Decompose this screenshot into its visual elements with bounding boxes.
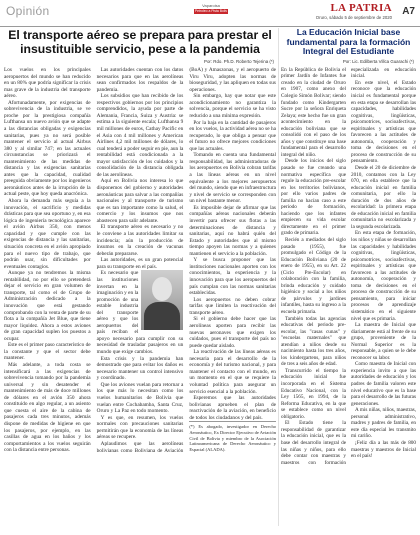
article-paragraph: Y es que, en resumen, los vuelos normales con precauciones sanitarias permitirán que la economía de las líneas aéreas se recupere. [96, 414, 184, 441]
page-header [0, 0, 420, 27]
article-paragraph: Como maestra de Inicial con experiencia invito a que las autoridades de educación y los padres de familia valoren este nivel educativo que es la base para el desarrollo de las futuras generaciones. [351, 361, 416, 407]
article-paragraph: Sin embargo, hay que notar que este acondicionamiento no garantiza la solvencia, porque el servicio se ha visto reducido a una mínima expresión. [189, 93, 276, 119]
article-paragraph: Recién a mediados del siglo pasado (1955), fue promulgado el Código de la Educación Boliviana (20 de enero de 1955), en su Art. 22 (Ciclo Pre-Escolar) en colaboración con la familia, brinda educación y cuidado higiénico y social a los niños de párvulos y jardines infantiles, hasta su ingreso a la escuela primaria. [281, 237, 346, 316]
article-paragraph: Transcurrido el tiempo la educación inicial fue incorporada en el Sistema Educativo Nacional, con la Ley 1565, en 1994, de la Reforma Educativa, en la que se establece como un nivel obligatorio. [281, 367, 346, 420]
article-body [281, 67, 416, 535]
article-paragraph: Esta crisis y la pandemia han demostrado que para evitar los daños es necesario mantener un control intensivo y coordinado. [96, 355, 184, 382]
article-paragraph: Aplaudimos que las aerolíneas bolivianas como Boliviana de Aviación (BoA) y Amaszonas, y el aeropuerto de Viru Viru, adopten las normas de bioseguridad, y las apliquen en todas sus operaciones. [96, 67, 276, 454]
article-paragraph: Desde el 20 de diciembre de 2010, contamos con la Ley 070, en ella establece que la educación inicial en familia comunitaria, por ello la duración de dos años de escolaridad: la primera etapa de educación inicial en familia comunitaria no escolarizada y la segunda escolarizada. [351, 164, 416, 230]
article-paragraph: Ahora la demanda más seguía a la innovación, el sacrificio y medidas drásticas para que sea oportuno y, en esa lógica de ingeniería tecnológica aparece el avión Airbus 350, con menos capacidad y que cumple con las exigencias de distancia y las sanitarias, situación concreta en el avión apropiado para el nuevo tipo de trabajo, que podrán usar, sin dificultades por eventuales contagios. [4, 198, 91, 270]
article-paragraph: Si el gobierno debe hacer que las aerolíneas aporten para recibir las nuevas aeronaves que exigen los cuidados, pues el transporte del país no puede quedar aislado. [189, 316, 276, 349]
section-label: Opinión [6, 4, 50, 18]
dateline: Oruro, sábado 5 de septiembre de 2020 [315, 15, 392, 20]
article-title: La Educación Inicial base fundamental para la formación Integral del Estudiante [286, 27, 411, 57]
article-paragraph: En este nivel, el Estado reconoce que la educación inicial es fundamental porque en esta etapa se desarrollan las capacidades, habilidades cognitivas, lingüísticas, psicomotrices, socioafectivas, espirituales y artísticas que favorecen a las actitudes de autonomía, cooperación y toma de decisiones en el proceso de construcción de su pensamiento. [351, 79, 416, 165]
article-paragraph: Los aeropuertos no deben cobrar tarifas que limiten la reactivación del transporte aéreo. [189, 296, 276, 316]
article-byline: Por: Rdo. Ph.D. Roberto Tejerina (*) [204, 59, 274, 64]
article-paragraph: En esta etapa de formación, los niños y niñas se desarrollan las capacidades y habilidades cognitivas, lingüísticas, psicomotrices, socioafectivas, espirituales y artísticas que favorecen a las actitudes de autonomía, cooperación y toma de decisiones en el proceso de construcción de su pensamiento, para iniciar procesos de aprendizaje sistemático en el siguiente nivel que es primaria. [351, 230, 416, 322]
advertiser-logo-tagline: Petroleo a Pista Boliv [194, 9, 228, 13]
article-body [4, 67, 276, 533]
article-transporte-aereo [4, 28, 276, 533]
author-photo [141, 270, 183, 330]
column-divider [278, 28, 279, 526]
article-paragraph: Es imposible dejar de afirmar que las compañías aéreas nacionales deberán invertir para ofrecer sus flotas a las determinaciones de distancia y sanitarias, aquí no habrá quién del Estado y autoridades que al mismo tiempo apoyen las normas y a quienes mantienen el servicio a la población. [189, 204, 276, 257]
article-paragraph: Las autoridades, es un gran potencial para su transporte en el país. [96, 257, 184, 270]
article-paragraph: El transporte aéreo es necesario y no le conviene a las autoridades limitar su incidencia; aún la producción de insumos en la creación de vacunas deberán prepararse. [96, 224, 184, 257]
article-paragraph: Los vuelos en los principales aeropuertos del mundo se han reducido en un 80% que podría significar la crisis mas grave de la industria del transporte aéreo. [4, 67, 91, 100]
article-byline: Por: Lic. Edilberta Villca Guarachi (*) [342, 58, 414, 64]
page-number: A7 [402, 6, 415, 17]
article-paragraph: Que los aviones vuelan para retornar a los que más lo necesitan como los vuelos humanitarios de Bolivia que vuelan entre Cochabamba, Santa Cruz, Oruro y La Paz en todo momento. [96, 381, 184, 415]
article-paragraph: Afortunadamente, por exigencias de sobrevivencia de la industria, se ve proche por la prestigiosa compañía Lufthansa un nuevo avión que se adapte a las distancias obligadas y exigencias sanitarias, pues ya no será posible mantener el servicio al actual Airbus 380 y al similar 747; en las actuales circunstancias se priorizará el mantenimiento de las medidas de distancia y las exigencias sanitarias antes que la capacidad, cualidad preeguida obviamente por los ingenieros aeronáuticos antes de la irrupción de la actual peste, que hoy queda anacrónica. [4, 99, 91, 198]
article-paragraph: La reactivación de las líneas aéreas es necesaria para el desarrollo de la economía y del turismo nacional, y para mantener el contacto con el mundo, en un momento en el que se requiere la voluntad política para asegurar un servicio esencial a la población. [189, 349, 276, 395]
article-paragraph: Más adelante, a toda costa se intensificará a las exigencias de sobrevivencia tomando por la pandemia universal y sin desatender el mantenimiento de más de doce millones de dólares en el avión 350 ahora constituido en algo regular, a un asiento que cuesta el aire de la cabina de pasajeros cada tres minutos, además dispone de medidas de higiene en que los pasajeros, por ejemplo, en las casillas de agua en los baños y los comportamientos a los vuelos seguirán con la distancia entre personas. [4, 362, 91, 454]
article-paragraph: A mis niñas, niños, maestras, personal administrativo, madres y padres de familia, en este día especial les transmito mi cariño. [351, 407, 416, 440]
author-footnote: (*) Es abogado, investigador en Derecho Aeronáutico, Ex Director Ejecutivo de Aviación Civil de Bolivia y miembro de la Asociación Latinoamericana de Derecho Aeronáutico y Espacial (ALADA). [189, 421, 276, 452]
advertiser-logo-text: Vaparoisa [202, 3, 220, 8]
article-paragraph: También todas las agencias educativas del periodo pre-escolar, las "casas cunas" y "escuelas maternales" que atendían a niños desde su nacimiento hasta los tres años, los kindergartens, para niños de tres a seis años de edad. [281, 315, 346, 368]
article-paragraph: Aunque ya no tendremos la misma rentabilidad, no por ello se pretenderá dejar el servicio en gran volumen de transporte, tal como el de Grupo de Administración dedicado a la innovación que está gestando comprobando con la venta de parte de su flota a la compañía Jet Blue, que tiene mayor liquidez. Ahora a estos aviones de gran capacidad suplen los puestos a ocupar. [4, 270, 91, 342]
article-paragraph: Por la baja en la cantidad de pasajeros en los vuelos, la actividad aérea no se ha recuperado, lo que obliga a pensar que el futuro no ofrece mejores condiciones que las actuales. [189, 119, 276, 152]
article-paragraph: Y se busca proponer que las instituciones nacionales aporten con los conocimientos, la experiencia y la innovación para que los aeropuertos del país cumplan con las normas sanitarias establecidas. [189, 257, 276, 297]
article-paragraph: Tomando en cuenta una fundamental responsabilidad, las administradoras de los aeropuertos en Bolivia cobran tarifas a las líneas aéreas en un nivel equivalente a los mejores aeropuertos del mundo, siendo que en infraestructura y nivel de servicio se corresponden con un nivel bastante menor. [189, 152, 276, 205]
article-paragraph: Los subsidios que han recibido de los respectivos gobiernos por los principios comprendidos, la ayuda por parte de Alemania, Francia, Suiza y Austria: se estima a la siguiente escala; Lufthansa 9 mil millones de euros, Cathay Pacific en el Asia con 4 mil millones y American Airlines 4,2 mil millones de dólares, lo cual tenderá a poder seguir en pie, aun la rentabilidad está condicionada a la mayor satisfacción de los cuidados y la consolidación de la distancia obligada de las aerolíneas. [96, 93, 184, 178]
article-paragraph: Este es el primer paso característico de la constante y que el sector debe mantener. [4, 342, 91, 362]
article-paragraph: Es necesario que las instituciones invertan en la imaginación y en la promoción de una estable industria del transporte aéreo y que los aeropuertos del país reciban el apoyo necesario para cumplir con su necesidad de trasladar pasajeros en un mundo que exige cambios. [96, 270, 184, 355]
article-paragraph: La maestra de Inicial que diariamente está al frente de su grupo, proveniente de la Normal Superior es la responsable, a quien se le debe reconocer su labor. [351, 322, 416, 361]
article-paragraph: Las autoridades cuentan con los datos necesarios para que en las aerolíneas sean confirmados los respaldos de la pandemia. [96, 67, 184, 93]
article-paragraph: ¡Feliz día a las más de 800 maestras y maestros de Inicial en el país! [351, 439, 416, 460]
article-paragraph: En la República de Bolivia el primer Jardín de Infantes fue creado en la ciudad de Oruro en 1907, como anexo del Colegio Simón Bolívar; siendo fundado como Kindergarten Sucre por la señora Enriqueta Zelaya; este hecho fue un gran acontecimiento en la educación boliviana que se consolidó con el paso de los años y que constituye una base fundamental para el desarrollo integral del niño. [281, 66, 346, 158]
advertiser-logo [193, 3, 229, 14]
article-paragraph: Esperemos que las autoridades bolivianas aprueben el plan de reactivación de la aviación, en beneficio de todos los ciudadanos y del país. [189, 395, 276, 421]
article-paragraph: Aquí en Bolivia nos interesa lo que disponemos del gobierno y autoridades aeronáuticas para salvar a las compañías nacionales y al transporte de turismo que es tan importante como la salud, el comercio y los insumos que nos abastecen para salir adelante. [96, 178, 184, 224]
newspaper-name: LA PATRIA [330, 2, 392, 14]
article-educacion-inicial [281, 28, 416, 535]
article-paragraph: Desde los inicios del siglo pasado se fue creando una normativa específica que regule la educación pre-escolar en los territorios bolivianos, por ello varios padres de familia no hacían caso a este periodo de formación, haciendo que los infantes empiecen su vida escolar directamente en el primer grado de primaria. [281, 158, 346, 237]
article-paragraph: El Estado tiene la responsabilidad de garantizar la educación inicial, que es la base del desarrollo integral de las niñas y niños, para ello debe contar con maestras y maestros con formación especializada en educación inicial. [281, 66, 416, 466]
article-title: El transporte aéreo se prepara para prestar el insustituible servicio, pese a la pandemia [8, 28, 272, 56]
